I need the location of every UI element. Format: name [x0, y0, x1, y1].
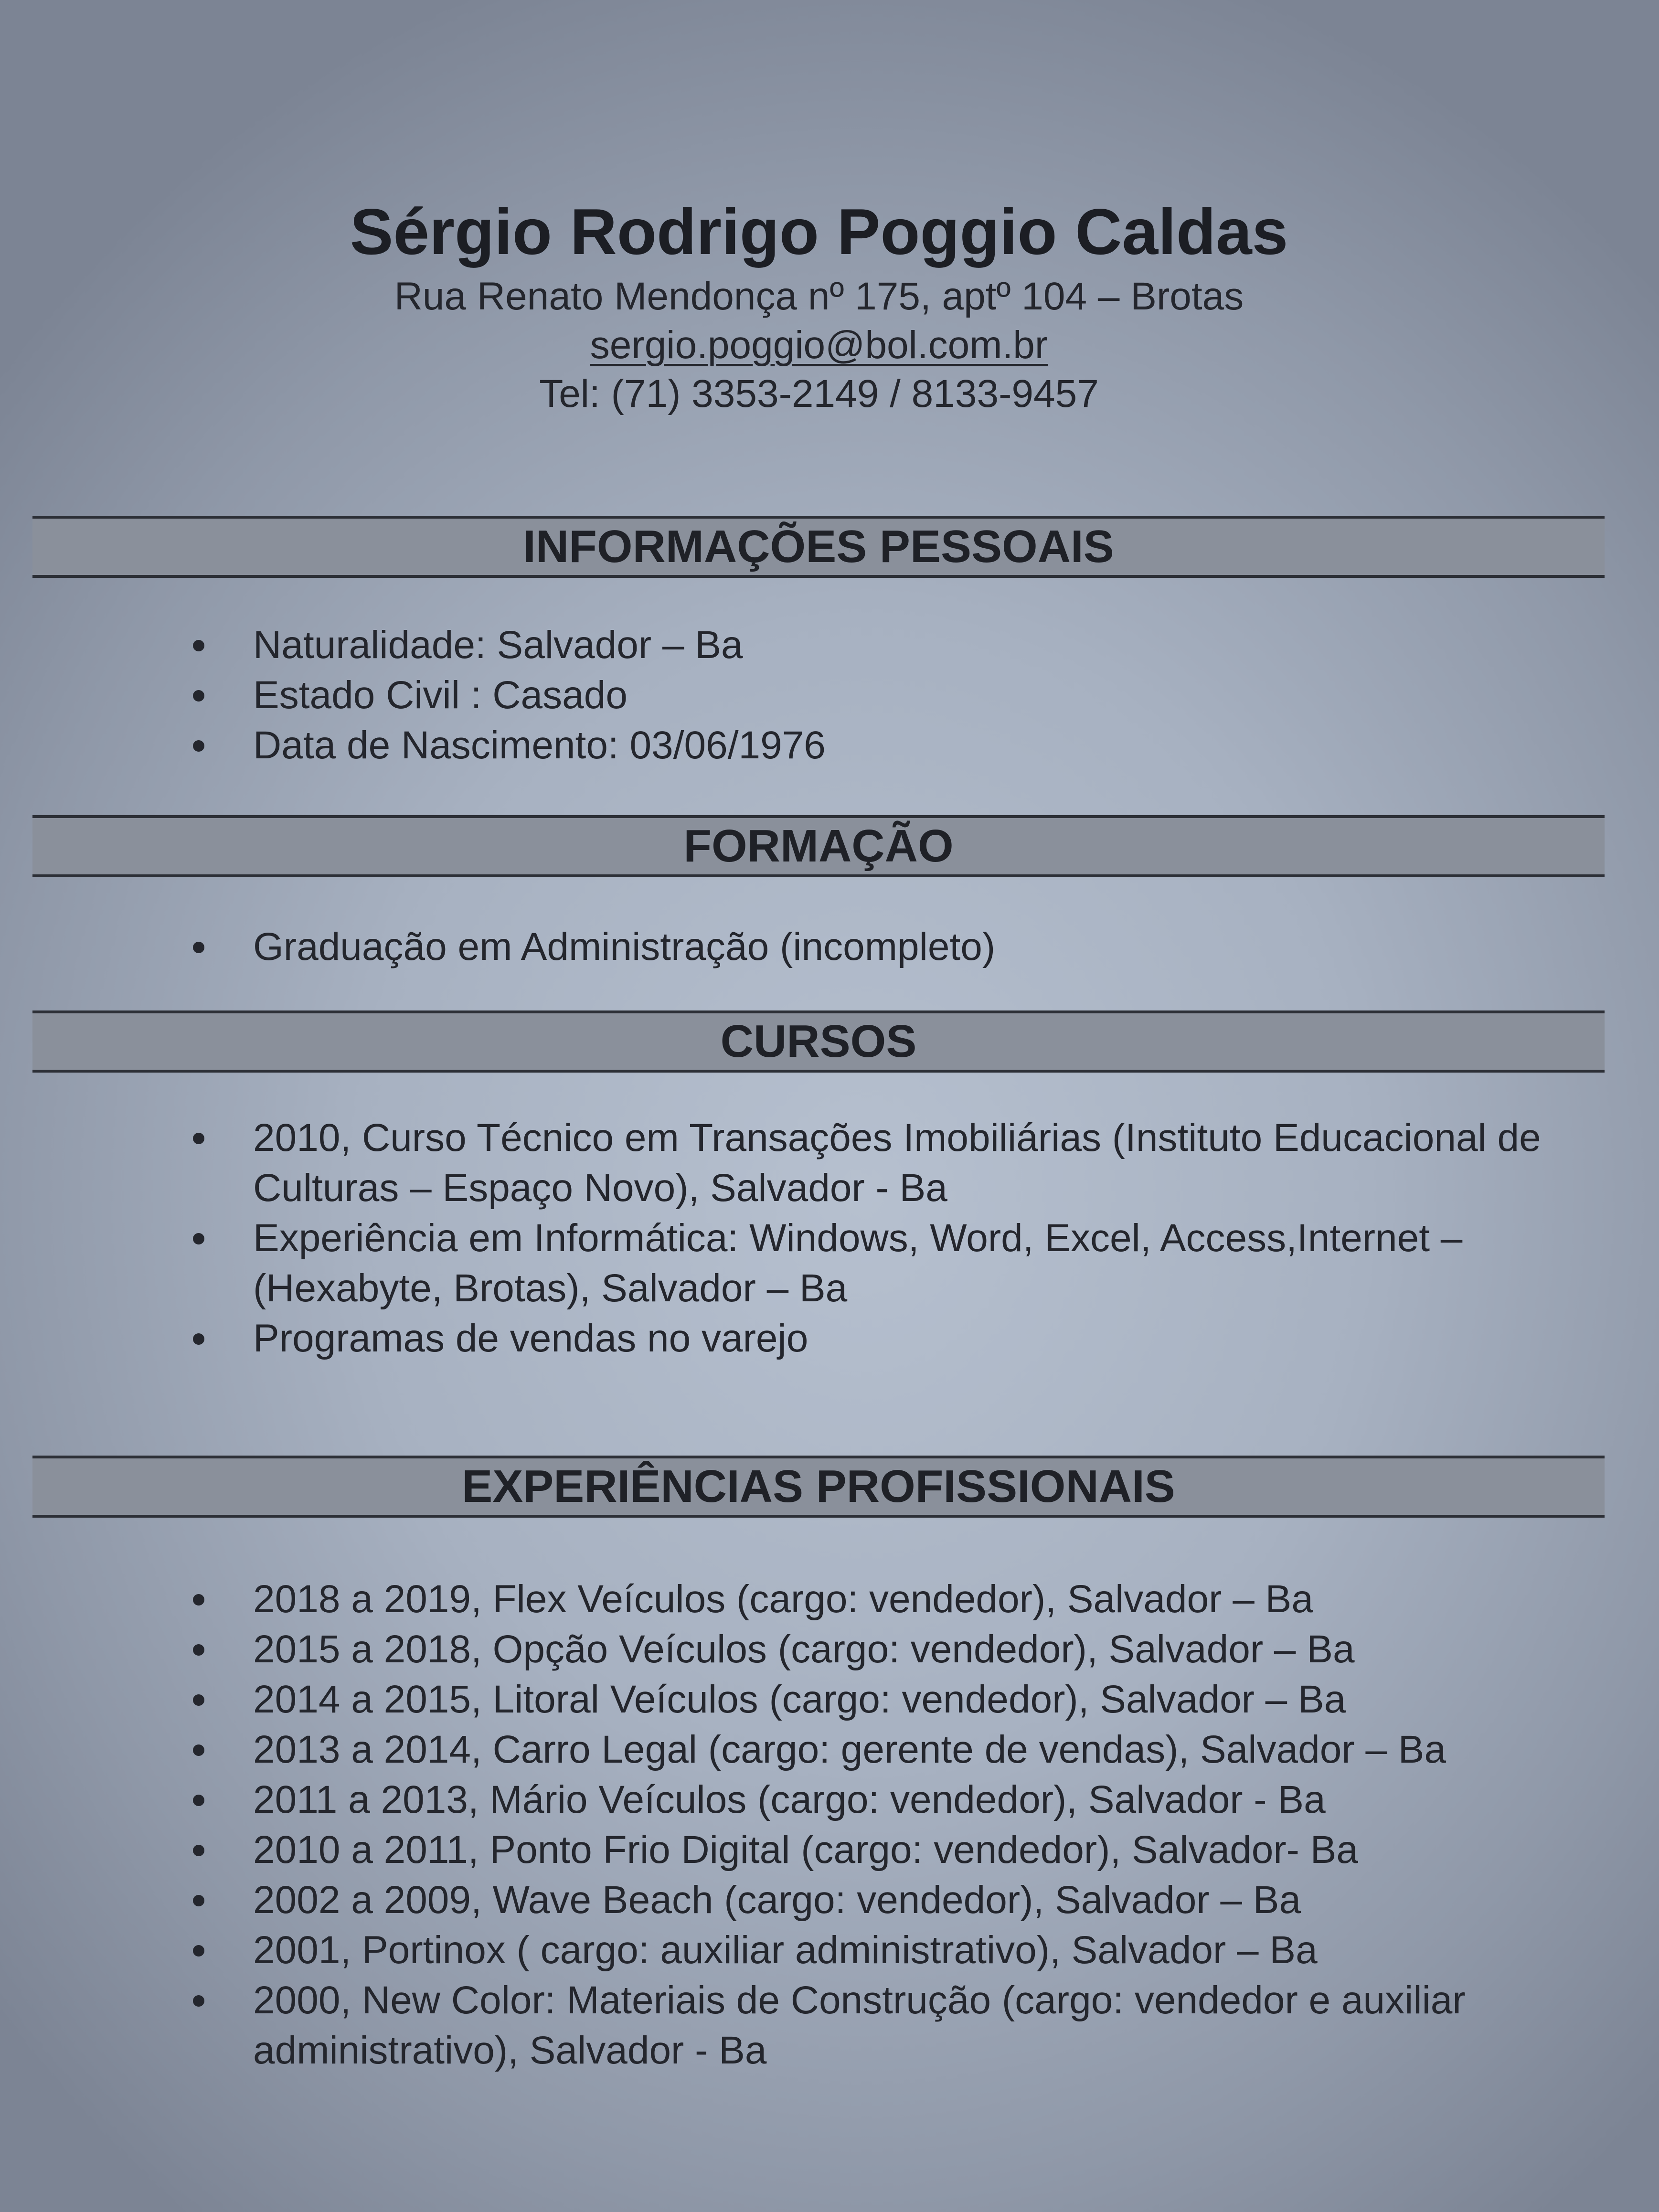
- list-item: Experiência em Informática: Windows, Word, Excel, Access,Internet – (Hexabyte, Brotas), Salvador – Ba: [186, 1213, 1571, 1313]
- list-item: Estado Civil : Casado: [186, 670, 1571, 720]
- address: Rua Renato Mendonça nº 175, aptº 104 – Brotas: [394, 275, 1244, 318]
- list-item: 2001, Portinox ( cargo: auxiliar administrativo), Salvador – Ba: [186, 1925, 1571, 1975]
- section-heading-courses: CURSOS: [32, 1010, 1605, 1073]
- list-item: 2000, New Color: Materiais de Construção (cargo: vendedor e auxiliar administrativo), Salvador - Ba: [186, 1975, 1571, 2075]
- list-item: 2002 a 2009, Wave Beach (cargo: vendedor), Salvador – Ba: [186, 1875, 1571, 1925]
- courses-list: [186, 1113, 1571, 1363]
- section-heading-education: FORMAÇÃO: [32, 815, 1605, 877]
- section-heading-personal: INFORMAÇÕES PESSOAIS: [32, 516, 1605, 578]
- list-item: 2011 a 2013, Mário Veículos (cargo: vendedor), Salvador - Ba: [186, 1775, 1571, 1825]
- list-item: 2010, Curso Técnico em Transações Imobiliárias (Instituto Educacional de Culturas – Espaço Novo), Salvador - Ba: [186, 1113, 1571, 1213]
- list-item: Naturalidade: Salvador – Ba: [186, 620, 1571, 670]
- list-item: Data de Nascimento: 03/06/1976: [186, 720, 1571, 770]
- personal-info-list: [186, 620, 1571, 770]
- list-item: 2014 a 2015, Litoral Veículos (cargo: vendedor), Salvador – Ba: [186, 1674, 1571, 1724]
- list-item: 2010 a 2011, Ponto Frio Digital (cargo: vendedor), Salvador- Ba: [186, 1825, 1571, 1875]
- list-item: 2013 a 2014, Carro Legal (cargo: gerente de vendas), Salvador – Ba: [186, 1724, 1571, 1775]
- experience-list: [186, 1574, 1571, 2075]
- email-link[interactable]: sergio.poggio@bol.com.br: [590, 323, 1048, 367]
- list-item: Graduação em Administração (incompleto): [186, 922, 1571, 972]
- phone: Tel: (71) 3353-2149 / 8133-9457: [539, 372, 1099, 415]
- resume-header: [287, 191, 1351, 418]
- section-heading-experience: EXPERIÊNCIAS PROFISSIONAIS: [32, 1456, 1605, 1518]
- list-item: Programas de vendas no varejo: [186, 1313, 1571, 1363]
- list-item: 2015 a 2018, Opção Veículos (cargo: vendedor), Salvador – Ba: [186, 1624, 1571, 1674]
- candidate-name: Sérgio Rodrigo Poggio Caldas: [350, 195, 1288, 268]
- education-list: [186, 922, 1571, 972]
- list-item: 2018 a 2019, Flex Veículos (cargo: vendedor), Salvador – Ba: [186, 1574, 1571, 1624]
